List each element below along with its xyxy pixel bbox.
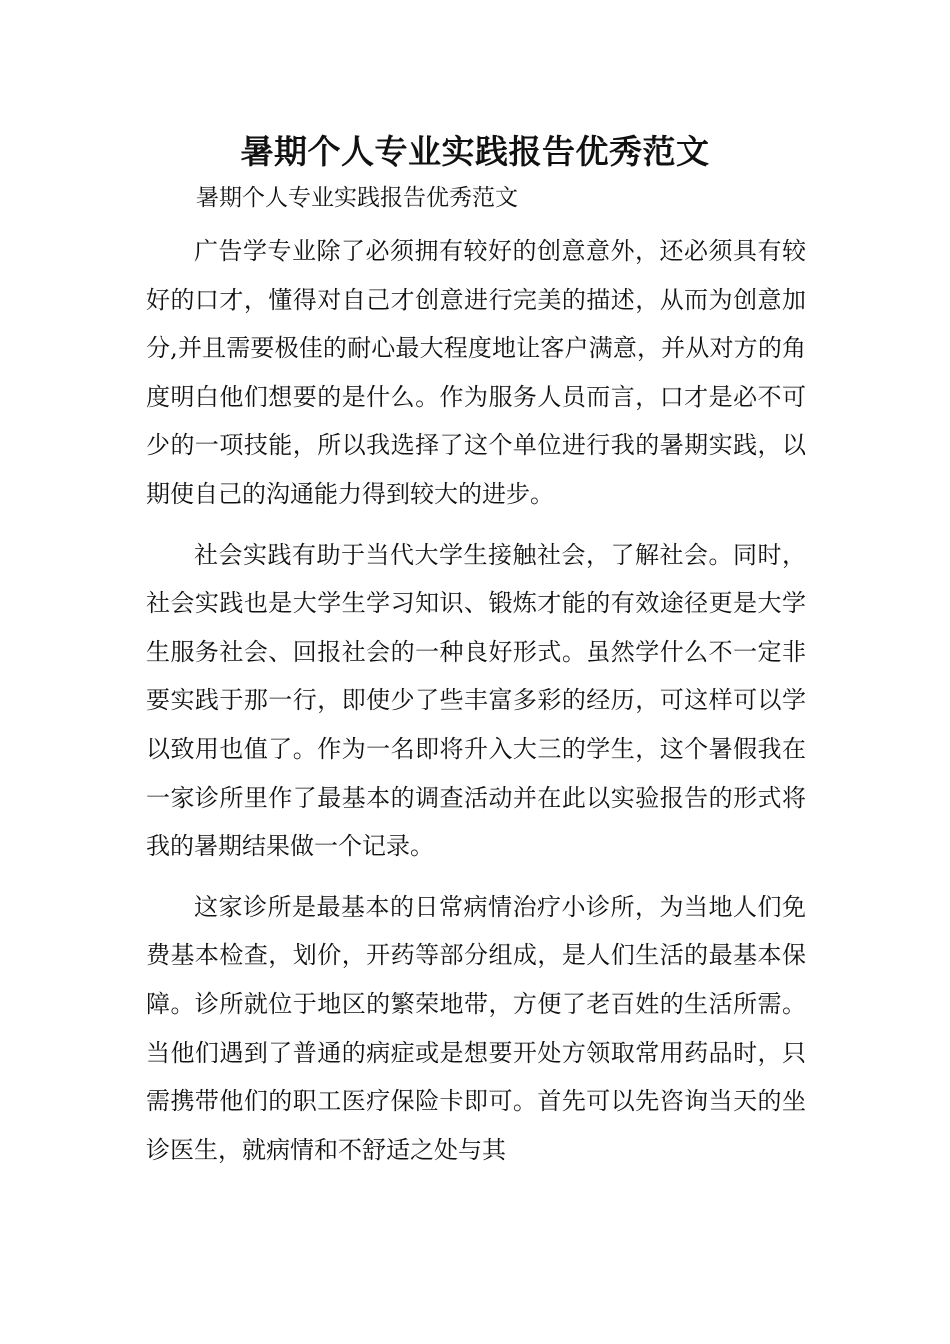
- paragraph: 社会实践有助于当代大学生接触社会，了解社会。同时，社会实践也是大学生学习知识、锻炼才能的有效途径更是大学生服务社会、回报社会的一种良好形式。虽然学什么不一定非要实践于那一行，即使少了些丰富多彩的经历，可这样可以学以致用也值了。作为一名即将升入大三的学生，这个暑假我在一家诊所里作了最基本的调查活动并在此以实验报告的形式将我的暑期结果做一个记录。: [146, 540, 806, 861]
- document-subtitle: 暑期个人专业实践报告优秀范文: [196, 185, 518, 211]
- paragraph: 广告学专业除了必须拥有较好的创意意外，还必须具有较好的口才，懂得对自己才创意进行完美的描述，从而为创意加分,并且需要极佳的耐心最大程度地让客户满意，并从对方的角度明白他们想要的是什么。作为服务人员而言，口才是必不可少的一项技能，所以我选择了这个单位进行我的暑期实践，以期使自己的沟通能力得到较大的进步。: [146, 237, 806, 508]
- paragraph: 这家诊所是最基本的日常病情治疗小诊所，为当地人们免费基本检查，划价，开药等部分组成，是人们生活的最基本保障。诊所就位于地区的繁荣地带，方便了老百姓的生活所需。当他们遇到了普通的病症或是想要开处方领取常用药品时，只需携带他们的职工医疗保险卡即可。首先可以先咨询当天的坐诊医生，就病情和不舒适之处与其: [146, 892, 806, 1164]
- document-body: [146, 227, 806, 1174]
- document-title: 暑期个人专业实践报告优秀范文: [240, 132, 710, 171]
